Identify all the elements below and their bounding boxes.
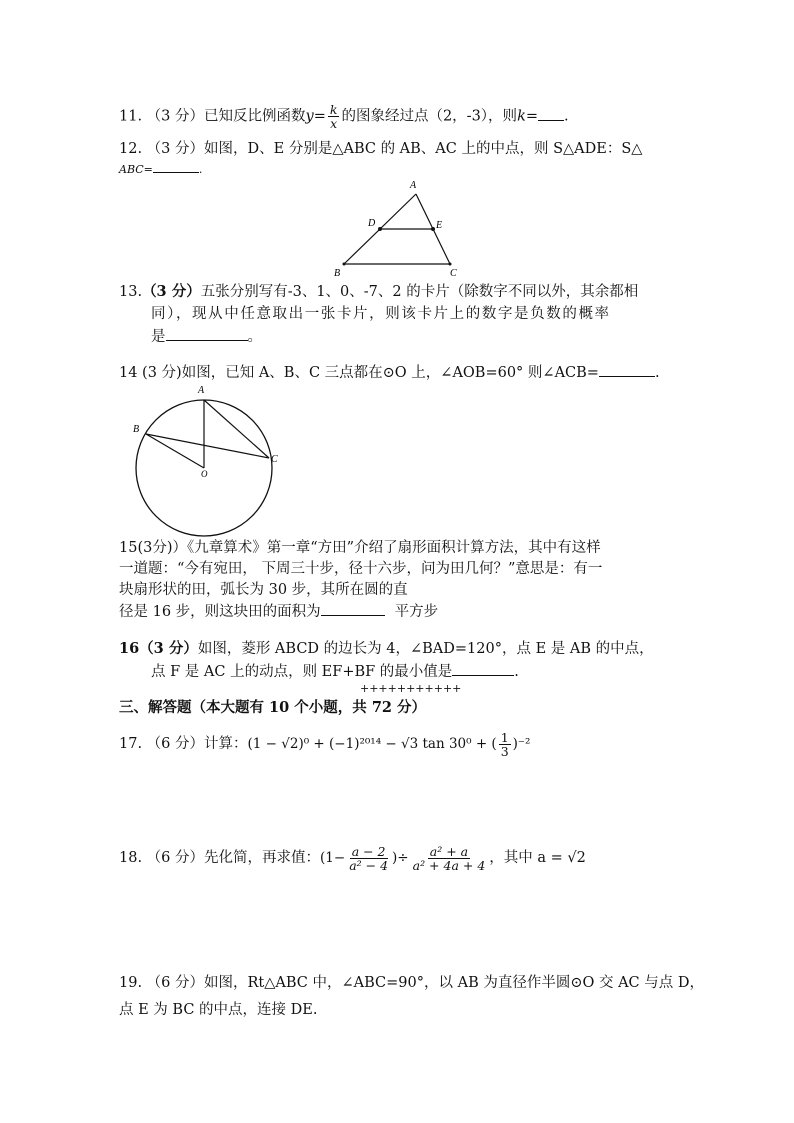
question-11: [119, 103, 569, 130]
q16-answer-blank: [452, 661, 514, 676]
q18-fraction-2: [411, 845, 488, 872]
q15-text4: 径是 16 步，则这块田的面积为: [119, 604, 321, 620]
label-b: B: [334, 268, 341, 279]
label-c: C: [450, 268, 457, 279]
q14-end: .: [654, 365, 660, 381]
q12-answer-blank: [153, 161, 199, 173]
q13-text3: 是: [151, 329, 166, 345]
q11-fraction: [328, 103, 340, 130]
label-e: E: [436, 220, 443, 231]
question-16-line2: [151, 661, 519, 682]
q13-answer-blank: [166, 326, 248, 341]
question-12-line1: [119, 139, 642, 159]
q16-score: 16（3 分）: [119, 640, 198, 657]
q18-num1: a − 2: [351, 843, 386, 859]
q11-answer-blank: [538, 106, 564, 121]
section-3-title: [119, 698, 426, 718]
q11-mid: 的图象经过点（2，-3），则: [341, 108, 518, 125]
q18-part1: (1−: [320, 850, 346, 866]
triangle-figure: [330, 176, 470, 280]
q11-y: y: [305, 108, 314, 125]
q19-text2: 点 E 为 BC 的中点，连接 DE.: [119, 1002, 318, 1018]
q17-fraction: [499, 731, 511, 758]
q16-text1: 如图，菱形 ABCD 的边长为 4，∠BAD=120°，点 E 是 AB 的中点，: [197, 641, 654, 657]
q18-part2: )÷: [392, 850, 409, 866]
question-15-line4: [119, 601, 438, 622]
q18-den2: a² + 4a + 4: [412, 857, 486, 873]
q13-text1: 五张分别写有-3、1、0、-7、2 的卡片（除数字不同以外，其余都相: [200, 284, 639, 300]
q17-expression: (1 − √2)⁰ + (−1)²⁰¹⁴ − √3 tan 30⁰ + (: [247, 736, 497, 752]
question-15-line1: [119, 538, 601, 558]
q15-answer-blank: [321, 601, 385, 616]
label-a: A: [198, 385, 205, 396]
q18-tail: ，其中 a = √2: [489, 850, 586, 866]
q18-fraction-1: [347, 845, 390, 872]
q12-end: .: [198, 163, 203, 176]
plus-text: +++++++++++: [360, 682, 462, 695]
question-15-line3: [119, 580, 408, 600]
q17-den: 3: [500, 743, 509, 759]
q13-end: 。: [247, 329, 262, 345]
q15-unit: 平方步: [394, 604, 439, 620]
label-a: A: [410, 180, 417, 191]
q13-text2: 同），现从中任意取出一张卡片，则该卡片上的数字是负数的概率: [151, 306, 611, 322]
question-13-line2: [151, 304, 611, 324]
q13-score: （3 分）: [142, 283, 201, 300]
q11-eq2: =: [525, 108, 539, 125]
label-o: O: [201, 469, 208, 479]
question-12-line2: [119, 160, 202, 180]
q11-num: k: [329, 102, 338, 117]
question-19-line2: [119, 1000, 317, 1020]
question-13-line3: [151, 326, 262, 347]
q11-end: .: [564, 108, 569, 125]
label-b: B: [133, 424, 140, 435]
q15-text1: 15(3分)）《九章算术》第一章“方田”介绍了扇形面积计算方法，其中有这样: [119, 540, 601, 556]
q17-num: 1: [500, 729, 509, 745]
q19-text1: 19. （6 分）如图，Rt△ABC 中，∠ABC=90°，以 AB 为直径作半圆⊙O 交 AC 与点 D，: [119, 975, 704, 991]
q17-tail: )⁻²: [512, 736, 531, 752]
question-14: [119, 362, 660, 383]
q11-eq: =: [313, 108, 326, 125]
label-c: C: [271, 454, 278, 465]
q11-k: k: [517, 108, 526, 125]
question-15-line2: [119, 559, 602, 579]
q17-prefix: 17. （6 分）计算：: [119, 736, 248, 752]
q18-prefix: 18. （6 分）先化简，再求值：: [119, 850, 321, 866]
q14-answer-blank: [599, 362, 655, 377]
q16-end: .: [514, 664, 519, 680]
q14-text: 14 (3 分)如图，已知 A、B、C 三点都在⊙O 上，∠AOB=60° 则∠ACB=: [119, 365, 599, 381]
q16-text2: 点 F 是 AC 上的动点，则 EF+BF 的最小值是: [151, 664, 453, 680]
q15-text2: 一道题：“今有宛田， 下周三十步，径十六步，问为田几何？”意思是：有一: [119, 561, 603, 577]
question-13-line1: [119, 282, 638, 302]
question-17: [119, 724, 530, 764]
plus-marks: [360, 679, 461, 699]
q18-num2: a² + a: [429, 843, 469, 859]
question-18: [119, 838, 586, 878]
q12-text: 12. （3 分）如图，D、E 分别是△ABC 的 AB、AC 上的中点，则 S△ADE：S△: [119, 141, 643, 157]
question-19-line1: [119, 973, 704, 993]
q13-num: 13.: [119, 284, 143, 300]
label-d: D: [368, 218, 376, 229]
q18-den1: a² − 4: [349, 857, 389, 873]
section-3-text: 三、解答题（本大题有 10 个小题，共 72 分）: [119, 699, 427, 716]
q11-den: x: [330, 116, 338, 131]
q12-abc: ABC=: [119, 163, 153, 176]
q11-prefix: 11. （3 分）已知反比例函数: [119, 108, 306, 125]
q15-text3: 块扇形状的田，弧长为 30 步，其所在圆的直: [119, 582, 408, 598]
circle-figure: [128, 382, 288, 538]
question-16-line1: [119, 639, 654, 659]
